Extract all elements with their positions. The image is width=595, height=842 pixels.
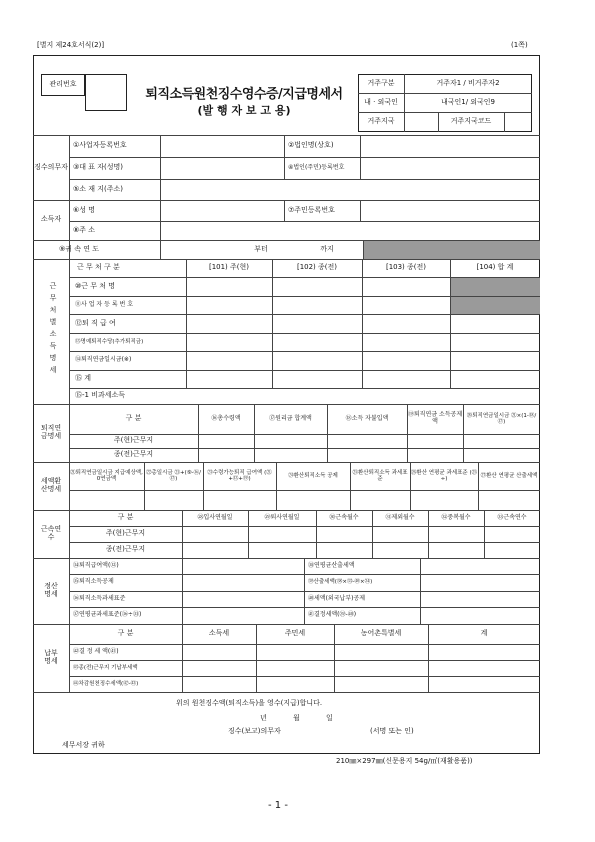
row-retire-pay: ⑫퇴 직 급 여 (75, 318, 116, 327)
conv-col-avg-tax: ㉗환산 연평균 산출세액 (480, 472, 538, 479)
pension-col-gubun: 구 분 (125, 414, 142, 423)
statement: 위의 원천징수액(퇴직소득)을 영수(지급)합니다. (176, 699, 323, 707)
tenure-col-leave: ㉙퇴사연월일 (264, 513, 300, 521)
pension-col-self-paid: ⑱소득 자불입액 (345, 414, 389, 422)
calc-final-tax: ㊶결정세액(㊴-㊵) (308, 611, 357, 619)
calc-deduction: ㉟퇴직소득공제 (73, 578, 114, 586)
payer-section-label: 징수의무자 (34, 162, 68, 171)
col-104: [104) 합 계 (476, 263, 514, 272)
pay-row-withheld: ㊹차감원천징수세액(㊷-㊸) (73, 680, 139, 687)
pension-row-previous: 종(전)근무지 (113, 450, 154, 459)
country-code-label: 거주지국코드 (450, 117, 492, 126)
corp-name-label: ②법인명(상호) (288, 141, 334, 150)
row-workplace-name: ⑩근 무 처 명 (75, 281, 115, 290)
col-103: [103) 종(전) (385, 263, 427, 272)
pension-col-deduction: ⑲퇴직연금 소득공제액 (407, 411, 463, 425)
pension-row-current: 주(현)근무지 (113, 436, 154, 445)
workplace-section-label: 근무처별소득명세 (49, 282, 57, 374)
calc-avg-base: ㊲연평균과세표준(㊱÷㉝) (73, 611, 142, 619)
payment-section-label: 납부명세 (44, 649, 58, 665)
tenure-col-gubun: 구 분 (117, 513, 134, 522)
residency-value[interactable]: 거주자1 / 비거주자2 (436, 78, 500, 87)
row-honor-pay: ⑬명예퇴직수당(추가퇴직금) (75, 338, 144, 345)
shaded-cell (364, 241, 540, 259)
mgmt-no-field[interactable] (85, 74, 127, 111)
row-total: ⑮ 계 (75, 374, 91, 383)
col-101: [101) 주(현) (208, 263, 250, 272)
tenure-row-current: 주(현)근무지 (105, 529, 146, 538)
country-label: 거주지국 (367, 117, 395, 126)
pay-col-rural-tax: 농어촌특별세 (360, 629, 402, 638)
pay-col-gubun: 구 분 (117, 629, 134, 638)
calc-avg-tax: ㊳연평균산출세액 (308, 561, 355, 569)
pay-row-final: ㊷결 정 세 액(㊶) (73, 647, 119, 655)
pay-col-income-tax: 소득세 (208, 629, 230, 638)
tenure-col-overlap: ㉜중복월수 (441, 513, 471, 521)
row-biz-no: ⑪사 업 자 등 록 번 호 (75, 300, 134, 308)
pension-col-lump: ⑳퇴직연금일시금 ㉑×(1-⑱/⑰) (466, 412, 537, 425)
tax-calc-section-label: 정산명세 (44, 582, 58, 598)
tenure-col-hire: ㉘입사연월일 (197, 513, 233, 521)
conversion-section-label: 세액환산명세 (40, 477, 62, 493)
addressee: 세무서장 귀하 (62, 741, 105, 749)
form-subtitle: (발 행 자 보 고 용) (197, 104, 291, 117)
payer-address-label: ⑤소 재 지(주소) (73, 184, 123, 193)
representative-label: ③대 표 자(성명) (73, 163, 123, 172)
mgmt-no-label: 관리번호 (41, 74, 85, 96)
shaded-cell (451, 278, 540, 296)
pay-row-prepaid: ㊸종(전)근무지 기납부세액 (73, 664, 138, 671)
date-line: 년 월 일 (260, 714, 333, 722)
nationality-value[interactable]: 내국인1/ 외국인9 (440, 97, 496, 106)
earner-address-label: ⑧주 소 (73, 225, 96, 234)
agent-label: 징수(보고)의무자 (228, 727, 281, 735)
conv-col-taxbase: ㉕환산퇴직소득 과세표준 (352, 469, 408, 482)
biz-no-label: ①사업자등록번호 (73, 141, 127, 150)
tenure-section-label: 근속연수 (40, 525, 62, 541)
conv-col-expected: ㉑퇴직연금일시금 지급예상액, 0연금액 (70, 469, 143, 482)
calc-foreign-credit: ㊵세액(외국납부)공제 (308, 594, 366, 602)
pension-section-label: 퇴직연금명세 (40, 424, 62, 440)
tenure-row-previous: 종(전)근무지 (105, 545, 146, 554)
residency-label: 거주구분 (367, 78, 395, 87)
conv-col-receivable: ㉓수령가능퇴직 급여액 (㉑+⑬+⑲) (207, 469, 272, 482)
calc-retire-pay: ㉞퇴직급여액(⑫) (73, 561, 119, 569)
year-to: 까지 (320, 244, 334, 253)
calc-computed-tax: ㊴산출세액(㊳×㉝-㊵×㉞) (308, 579, 373, 586)
tenure-col-years: ㉝근속연수 (497, 513, 527, 521)
pay-col-total: 계 (480, 629, 488, 638)
conv-col-total-lump: ㉒총일시금 ㉑+(⑨-⑯/⑰) (145, 469, 202, 482)
signature-label: (서명 또는 인) (370, 727, 414, 735)
tenure-col-excluded: ㉛제외월수 (385, 513, 415, 521)
form-number: [별지 제24호서식(2)] (37, 41, 105, 49)
shaded-cell (451, 297, 540, 314)
col-102: [102) 종(전) (296, 263, 338, 272)
pension-col-total: ⑯총수령액 (211, 414, 241, 422)
pension-col-principal: ⑰원리금 합계액 (269, 414, 312, 422)
row-nontax: ⑮-1 비과세소득 (75, 391, 126, 400)
year-label: ⑨귀 속 연 도 (59, 244, 99, 253)
page-number: - 1 - (268, 800, 288, 811)
tenure-col-months: ㉚근속월수 (329, 513, 359, 521)
conv-col-deduction: ㉔환산퇴직소득 공제 (288, 472, 338, 479)
conv-col-avg-base: ㉖환산 연평균 과세표준 (㉕÷) (410, 469, 478, 482)
paper-spec: 210㎜×297㎜(신문용지 54g/㎡(재활용품)) (336, 757, 473, 765)
earner-name-label: ⑥성 명 (73, 205, 96, 214)
form-title: 퇴직소득원천징수영수증/지급명세서 (145, 87, 343, 102)
earner-section-label: 소득자 (40, 215, 62, 224)
calc-tax-base: ㊱퇴직소득과세표준 (73, 594, 126, 602)
workplace-col-header: 근 무 처 구 분 (77, 263, 120, 272)
resident-no-label: ⑦주민등록번호 (288, 205, 335, 214)
row-pension-lump: ⑭퇴직연금일시금(※) (75, 356, 132, 364)
nationality-label: 내 · 외국인 (364, 97, 398, 106)
pay-col-resident-tax: 주민세 (284, 629, 306, 638)
year-from: 부터 (254, 244, 268, 253)
corp-reg-label: ④법인(주민)등록번호 (288, 163, 345, 171)
page-label: (1쪽) (511, 41, 528, 49)
